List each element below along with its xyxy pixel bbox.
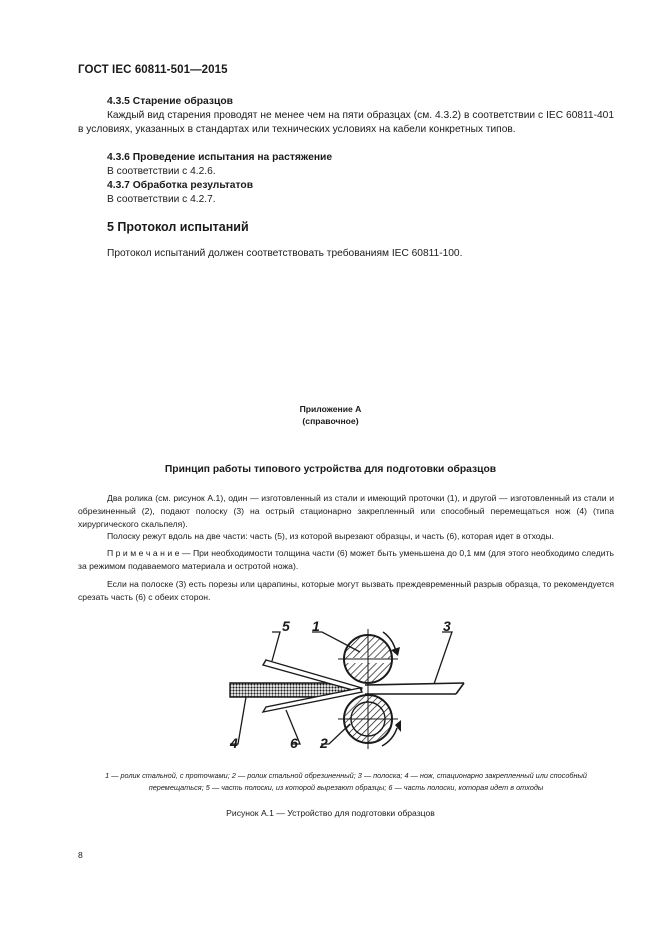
section-4-3-6-text: В соответствии с 4.2.6. bbox=[107, 166, 216, 177]
annex-paragraph-3: Если на полоске (3) есть порезы или царапины, которые могут вызвать преждевременный разрыв образца, то рекомендуется срезать часть (6) с обеих сторон. bbox=[78, 579, 614, 602]
strip bbox=[365, 683, 464, 694]
figure-label-2: 2 bbox=[320, 735, 328, 751]
annex-label: Приложение А bbox=[299, 404, 362, 414]
figure-label-5: 5 bbox=[282, 618, 290, 634]
note-text: — При необходимости толщина части (6) может быть уменьшена до 0,1 мм (для этого необходимо следить за режимом подаваемого материала и остротой ножа). bbox=[78, 548, 614, 571]
section-5-title: 5 Протокол испытаний bbox=[107, 220, 249, 234]
annex-note bbox=[78, 547, 614, 573]
figure-label-6: 6 bbox=[290, 735, 298, 751]
section-4-3-6-title: 4.3.6 Проведение испытания на растяжение bbox=[107, 152, 333, 163]
section-4-3-7-title: 4.3.7 Обработка результатов bbox=[107, 180, 254, 191]
figure-label-3: 3 bbox=[443, 618, 451, 634]
note-label: П р и м е ч а н и е bbox=[107, 548, 180, 558]
annex-paragraph-1: Два ролика (см. рисунок А.1), один — изготовленный из стали и имеющий проточки (1), и другой — изготовленный из стали и обрезиненный (2), подают полоску (3) на острый стационарно закрепленный или способный перемещаться нож (4) (типа хирургического скальпеля). bbox=[78, 493, 614, 529]
figure-a1-diagram bbox=[220, 614, 480, 754]
section-5-text: Протокол испытаний должен соответствовать требованиям IEC 60811-100. bbox=[107, 248, 463, 259]
section-4-3-7-text: В соответствии с 4.2.7. bbox=[107, 194, 216, 205]
figure-label-1: 1 bbox=[312, 618, 320, 634]
document-header: ГОСТ IEC 60811-501—2015 bbox=[78, 64, 228, 76]
figure-caption: Рисунок А.1 — Устройство для подготовки образцов bbox=[226, 808, 435, 818]
section-4-3-5-title: 4.3.5 Старение образцов bbox=[107, 96, 233, 107]
annex-type: (справочное) bbox=[302, 416, 359, 426]
section-4-3-5-text: Каждый вид старения проводят не менее чем на пяти образцах (см. 4.3.2) в соответствии с IEC 60811-401 в условиях, указанных в стандартах или технических условиях на кабели конкретных типов. bbox=[78, 110, 614, 135]
figure-legend: 1 — ролик стальной, с проточками; 2 — ролик стальной обрезиненный; 3 — полоска; 4 — нож, стационарно закрепленный или способный перемещаться; 5 — часть полоски, из которой вырезают образцы; 6 — часть полоски, которая идет в отходы bbox=[105, 771, 587, 792]
annex-title: Принцип работы типового устройства для подготовки образцов bbox=[164, 464, 497, 475]
figure-label-4: 4 bbox=[230, 735, 238, 751]
page-number: 8 bbox=[78, 850, 83, 860]
annex-paragraph-2: Полоску режут вдоль на две части: часть (5), из которой вырезают образцы, и часть (6), которая идет в отходы. bbox=[107, 531, 554, 541]
